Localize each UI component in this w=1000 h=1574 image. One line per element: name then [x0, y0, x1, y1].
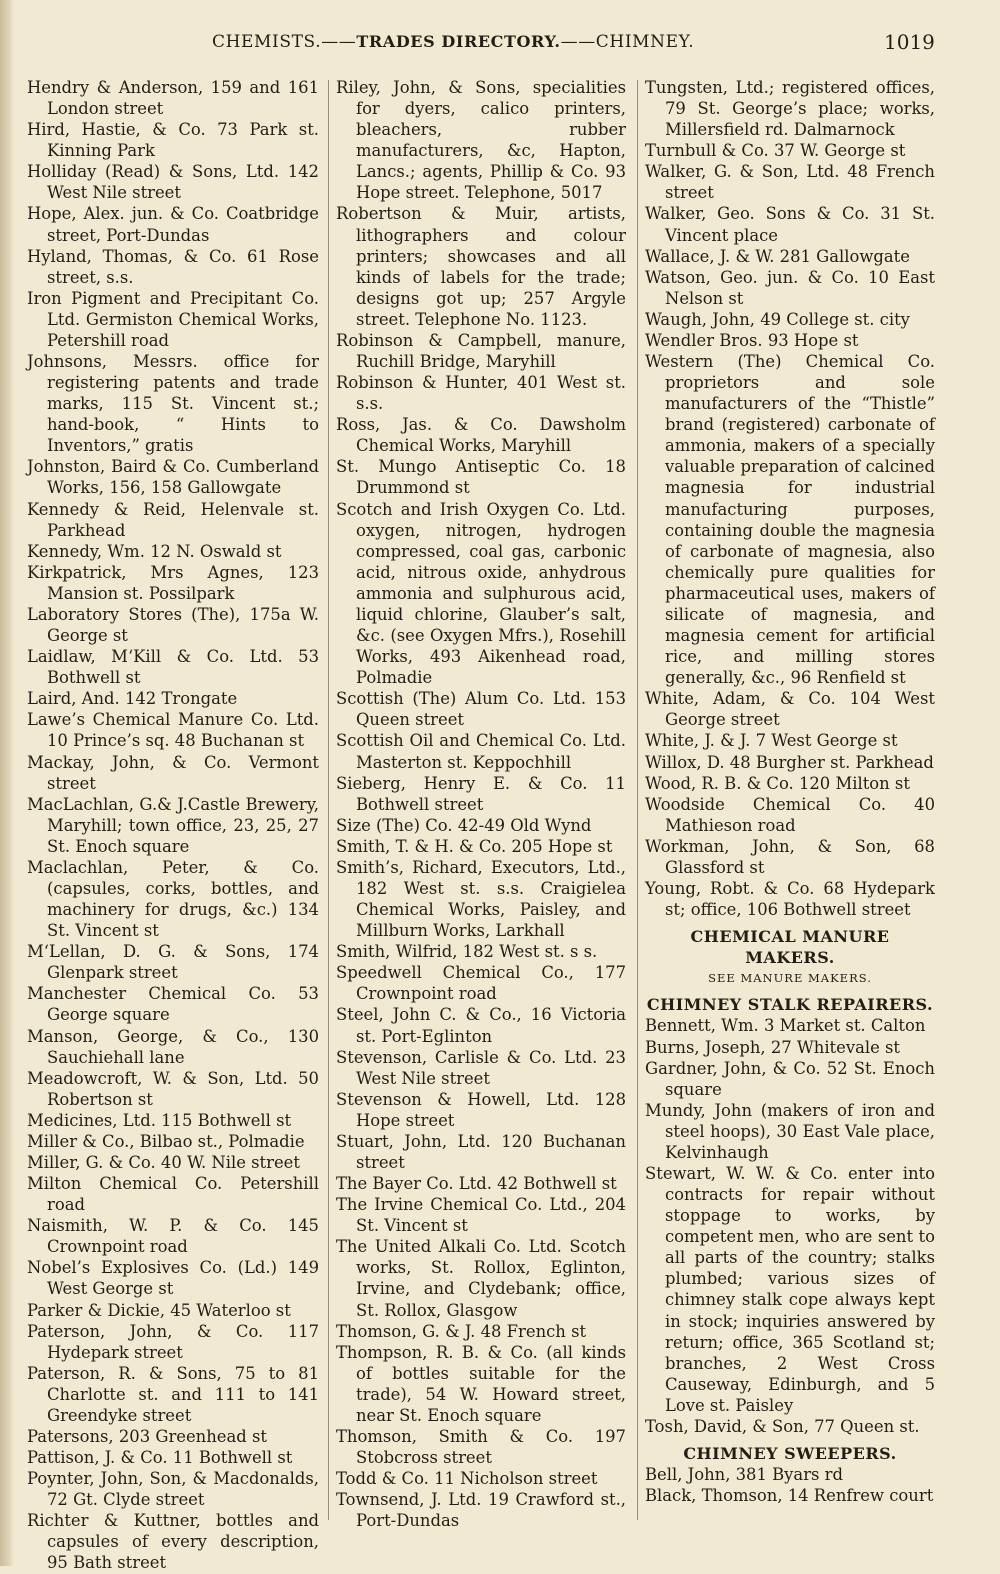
directory-entry: Johnston, Baird & Co. Cumberland Works, 156, 158 Gallowgate [27, 457, 319, 498]
directory-entry: Hendry & Anderson, 159 and 161 London street [27, 78, 319, 119]
directory-entry: Hyland, Thomas, & Co. 61 Rose street, s.s. [27, 246, 319, 287]
directory-entry: The United Alkali Co. Ltd. Scotch works, St. Rollox, Eglinton, Irvine, and Clydebank; office, St. Rollox, Glasgow [336, 1237, 626, 1320]
directory-entry: Thomson, G. & J. 48 French st [336, 1321, 587, 1341]
column-3 [645, 77, 935, 1506]
header-dash-1: —— [321, 32, 357, 52]
page-number: 1019 [884, 30, 935, 54]
directory-entry: Paterson, R. & Sons, 75 to 81 Charlotte st. and 111 to 141 Greendyke street [27, 1363, 319, 1425]
header-center-title: TRADES DIRECTORY. [356, 32, 561, 51]
directory-entry: Manson, George, & Co., 130 Sauchiehall lane [27, 1026, 319, 1067]
directory-entry: Manchester Chemical Co. 53 George square [27, 984, 319, 1025]
section-heading-chimney-sweepers: CHIMNEY SWEEPERS. [683, 1444, 897, 1463]
column-3-entries [645, 77, 935, 920]
directory-entry: Meadowcroft, W. & Son, Ltd. 50 Robertson st [27, 1068, 319, 1109]
directory-entry: Miller, G. & Co. 40 W. Nile street [27, 1152, 300, 1172]
header-dash-2: —— [560, 32, 596, 52]
directory-entry: Stewart, W. W. & Co. enter into contracts for repair without stoppage to works, by competent men, who are sent to all parts of the country; stalks plumbed; various sizes of chimney stalk cope always kept in stock; inquiries answered by return; office, 365 Scotland st; branches, 2 West Cross Causeway, Edinburgh, and 5 Love st. Paisley [645, 1163, 935, 1415]
directory-entry: Scotch and Irish Oxygen Co. Ltd. oxygen, nitrogen, hydrogen compressed, coal gas, carbonic acid, nitrous oxide, anhydrous ammonia and sulphurous acid, liquid chlorine, Glauber’s salt, &c. (see Oxygen Mfrs.), Rosehill Works, 493 Aikenhead road, Polmadie [336, 499, 626, 688]
directory-entry: Tosh, David, & Son, 77 Queen st. [645, 1416, 920, 1436]
directory-entry: Scottish Oil and Chemical Co. Ltd. Masterton st. Keppochhill [336, 731, 626, 772]
header-right-word: CHIMNEY. [595, 32, 695, 52]
directory-entry: Robertson & Muir, artists, lithographers and colour printers; showcases and all kinds of labels for the trade; designs got up; 257 Argyle street. Telephone No. 1123. [336, 204, 626, 329]
directory-entry: Maclachlan, Peter, & Co. (capsules, corks, bottles, and machinery for drugs, &c.) 134 St. Vincent st [27, 857, 319, 941]
directory-entry: Wood, R. B. & Co. 120 Milton st [645, 773, 910, 793]
directory-entry: Walker, G. & Son, Ltd. 48 French street [645, 162, 935, 203]
directory-entry: Nobel’s Explosives Co. (Ld.) 149 West George st [27, 1258, 319, 1299]
running-header [0, 32, 1000, 60]
directory-entry: Stevenson, Carlisle & Co. Ltd. 23 West Nile street [336, 1047, 626, 1088]
directory-entry: Burns, Joseph, 27 Whitevale st [645, 1037, 901, 1057]
directory-entry: Young, Robt. & Co. 68 Hydepark st; office, 106 Bothwell street [645, 878, 935, 920]
directory-entry: Sieberg, Henry E. & Co. 11 Bothwell street [336, 773, 626, 814]
directory-entry: Gardner, John, & Co. 52 St. Enoch square [645, 1058, 935, 1099]
directory-entry: Mundy, John (makers of iron and steel hoops), 30 East Vale place, Kelvinhaugh [645, 1100, 935, 1162]
directory-entry: Stuart, John, Ltd. 120 Buchanan street [336, 1131, 626, 1172]
directory-entry: Wallace, J. & W. 281 Gallowgate [645, 246, 910, 266]
directory-entry: Bennett, Wm. 3 Market st. Calton [645, 1016, 926, 1036]
directory-entry: Lawe’s Chemical Manure Co. Ltd. 10 Prince’s sq. 48 Buchanan st [27, 710, 319, 751]
directory-entry: M‘Lellan, D. G. & Sons, 174 Glenpark street [27, 942, 319, 983]
directory-entry: Waugh, John, 49 College st. city [645, 309, 910, 329]
directory-entry: Townsend, J. Ltd. 19 Crawford st., Port-Dundas [336, 1490, 626, 1531]
directory-entry: Kennedy & Reid, Helenvale st. Parkhead [27, 499, 319, 540]
section-heading-chemical-manure-makers: CHEMICAL MANURE MAKERS. [690, 927, 890, 968]
directory-entry: Laboratory Stores (The), 175a W. George st [27, 604, 319, 646]
header-title [212, 32, 694, 52]
directory-entry: Tungsten, Ltd.; registered offices, 79 St. George’s place; works, Millersfield rd. Dalmarnock [645, 78, 935, 140]
directory-entry: The Bayer Co. Ltd. 42 Bothwell st [336, 1174, 617, 1194]
see-reference-note: SEE MANURE MAKERS. [708, 971, 872, 986]
directory-entry: Iron Pigment and Precipitant Co. Ltd. Germiston Chemical Works, Petershill road [27, 288, 319, 350]
directory-entry: Todd & Co. 11 Nicholson street [336, 1469, 598, 1489]
column-rule-1 [328, 80, 329, 1520]
directory-entry: Size (The) Co. 42-49 Old Wynd [336, 815, 592, 835]
directory-entry: Kennedy, Wm. 12 N. Oswald st [27, 541, 282, 561]
directory-entry: Turnbull & Co. 37 W. George st [645, 141, 906, 161]
directory-entry: St. Mungo Antiseptic Co. 18 Drummond st [336, 457, 626, 498]
directory-entry: Stevenson & Howell, Ltd. 128 Hope street [336, 1089, 626, 1130]
chimney-stalk-repairers-list [645, 1015, 935, 1437]
directory-entry: Laird, And. 142 Trongate [27, 689, 238, 709]
directory-entry: Workman, John, & Son, 68 Glassford st [645, 836, 935, 877]
directory-entry: Willox, D. 48 Burgher st. Parkhead [645, 752, 934, 772]
directory-entry: Richter & Kuttner, bottles and capsules of every description, 95 Bath street [27, 1511, 319, 1573]
directory-entry: Woodside Chemical Co. 40 Mathieson road [645, 794, 935, 835]
directory-entry: Miller & Co., Bilbao st., Polmadie [27, 1131, 305, 1151]
directory-entry: Robinson & Campbell, manure, Ruchill Bridge, Maryhill [336, 330, 626, 372]
directory-entry: Black, Thomson, 14 Renfrew court [645, 1486, 934, 1506]
directory-entry: Hird, Hastie, & Co. 73 Park st. Kinning Park [27, 120, 319, 161]
directory-entry: Medicines, Ltd. 115 Bothwell st [27, 1110, 292, 1130]
directory-entry: Poynter, John, Son, & Macdonalds, 72 Gt. Clyde street [27, 1469, 319, 1510]
directory-entry: Scottish (The) Alum Co. Ltd. 153 Queen street [336, 689, 626, 730]
directory-entry: Smith’s, Richard, Executors, Ltd., 182 West st. s.s. Craigielea Chemical Works, Paisley, and Millburn Works, Larkhall [336, 857, 626, 941]
directory-entry: Parker & Dickie, 45 Waterloo st [27, 1300, 291, 1320]
header-left-word: CHEMISTS. [212, 32, 322, 52]
column-2 [336, 77, 626, 1531]
page-binding-shadow [0, 0, 14, 1566]
directory-entry: Speedwell Chemical Co., 177 Crownpoint road [336, 963, 626, 1004]
directory-entry: Thompson, R. B. & Co. (all kinds of bottles suitable for the trade), 54 W. Howard street, near St. Enoch square [336, 1342, 626, 1425]
directory-entry: Smith, T. & H. & Co. 205 Hope st [336, 836, 613, 856]
directory-entry: White, Adam, & Co. 104 West George street [645, 689, 935, 730]
directory-entry: Riley, John, & Sons, specialities for dyers, calico printers, bleachers, rubber manufacturers, &c, Hapton, Lancs.; agents, Phillip & Co. 93 Hope street. Telephone, 5017 [336, 78, 626, 203]
directory-entry: Mackay, John, & Co. Vermont street [27, 752, 319, 793]
directory-entry: The Irvine Chemical Co. Ltd., 204 St. Vincent st [336, 1195, 626, 1236]
directory-entry: Watson, Geo. jun. & Co. 10 East Nelson st [645, 267, 935, 308]
column-1 [27, 77, 319, 1574]
directory-entry: Kirkpatrick, Mrs Agnes, 123 Mansion st. Possilpark [27, 562, 319, 603]
directory-entry: Milton Chemical Co. Petershill road [27, 1174, 319, 1215]
directory-entry: White, J. & J. 7 West George st [645, 731, 898, 751]
directory-entry: Ross, Jas. & Co. Dawsholm Chemical Works, Maryhill [336, 415, 626, 456]
directory-entry: Laidlaw, M‘Kill & Co. Ltd. 53 Bothwell st [27, 647, 319, 688]
directory-entry: Johnsons, Messrs. office for registering patents and trade marks, 115 St. Vincent st.; hand-book, “ Hints to Inventors,” gratis [27, 352, 319, 456]
directory-entry: Smith, Wilfrid, 182 West st. s s. [336, 942, 598, 962]
directory-entry: Wendler Bros. 93 Hope st [645, 330, 859, 350]
directory-entry: Patersons, 203 Greenhead st [27, 1427, 267, 1446]
directory-entry: Western (The) Chemical Co. proprietors and sole manufacturers of the “Thistle” brand (registered) carbonate of ammonia, makers of a specially valuable preparation of calcined magnesia for industrial manufacturing purposes, containing double the magnesia of carbonate of magnesia, also chemically pure qualities for pharmaceutical uses, makers of silicate of magnesia, and magnesia cement for artificial rice, and milling stores generally, &c., 96 Renfield st [645, 352, 935, 688]
directory-entry: Holliday (Read) & Sons, Ltd. 142 West Nile street [27, 162, 319, 203]
directory-entry: Pattison, J. & Co. 11 Bothwell st [27, 1448, 293, 1468]
section-heading-chimney-stalk-repairers: CHIMNEY STALK REPAIRERS. [646, 995, 934, 1015]
directory-entry: MacLachlan, G.& J.Castle Brewery, Maryhill; town office, 23, 25, 27 St. Enoch square [27, 794, 319, 856]
directory-entry: Paterson, John, & Co. 117 Hydepark street [27, 1321, 319, 1362]
directory-entry: Thomson, Smith & Co. 197 Stobcross street [336, 1427, 626, 1468]
directory-entry: Robinson & Hunter, 401 West st. s.s. [336, 373, 626, 414]
directory-entry: Bell, John, 381 Byars rd [645, 1465, 843, 1485]
directory-entry: Steel, John C. & Co., 16 Victoria st. Port-Eglinton [336, 1005, 626, 1046]
directory-entry: Naismith, W. P. & Co. 145 Crownpoint road [27, 1216, 319, 1257]
chimney-sweepers-list [645, 1464, 935, 1506]
directory-entry: Walker, Geo. Sons & Co. 31 St. Vincent place [645, 204, 935, 245]
directory-entry: Hope, Alex. jun. & Co. Coatbridge street, Port-Dundas [27, 204, 319, 245]
column-rule-2 [637, 80, 638, 1520]
